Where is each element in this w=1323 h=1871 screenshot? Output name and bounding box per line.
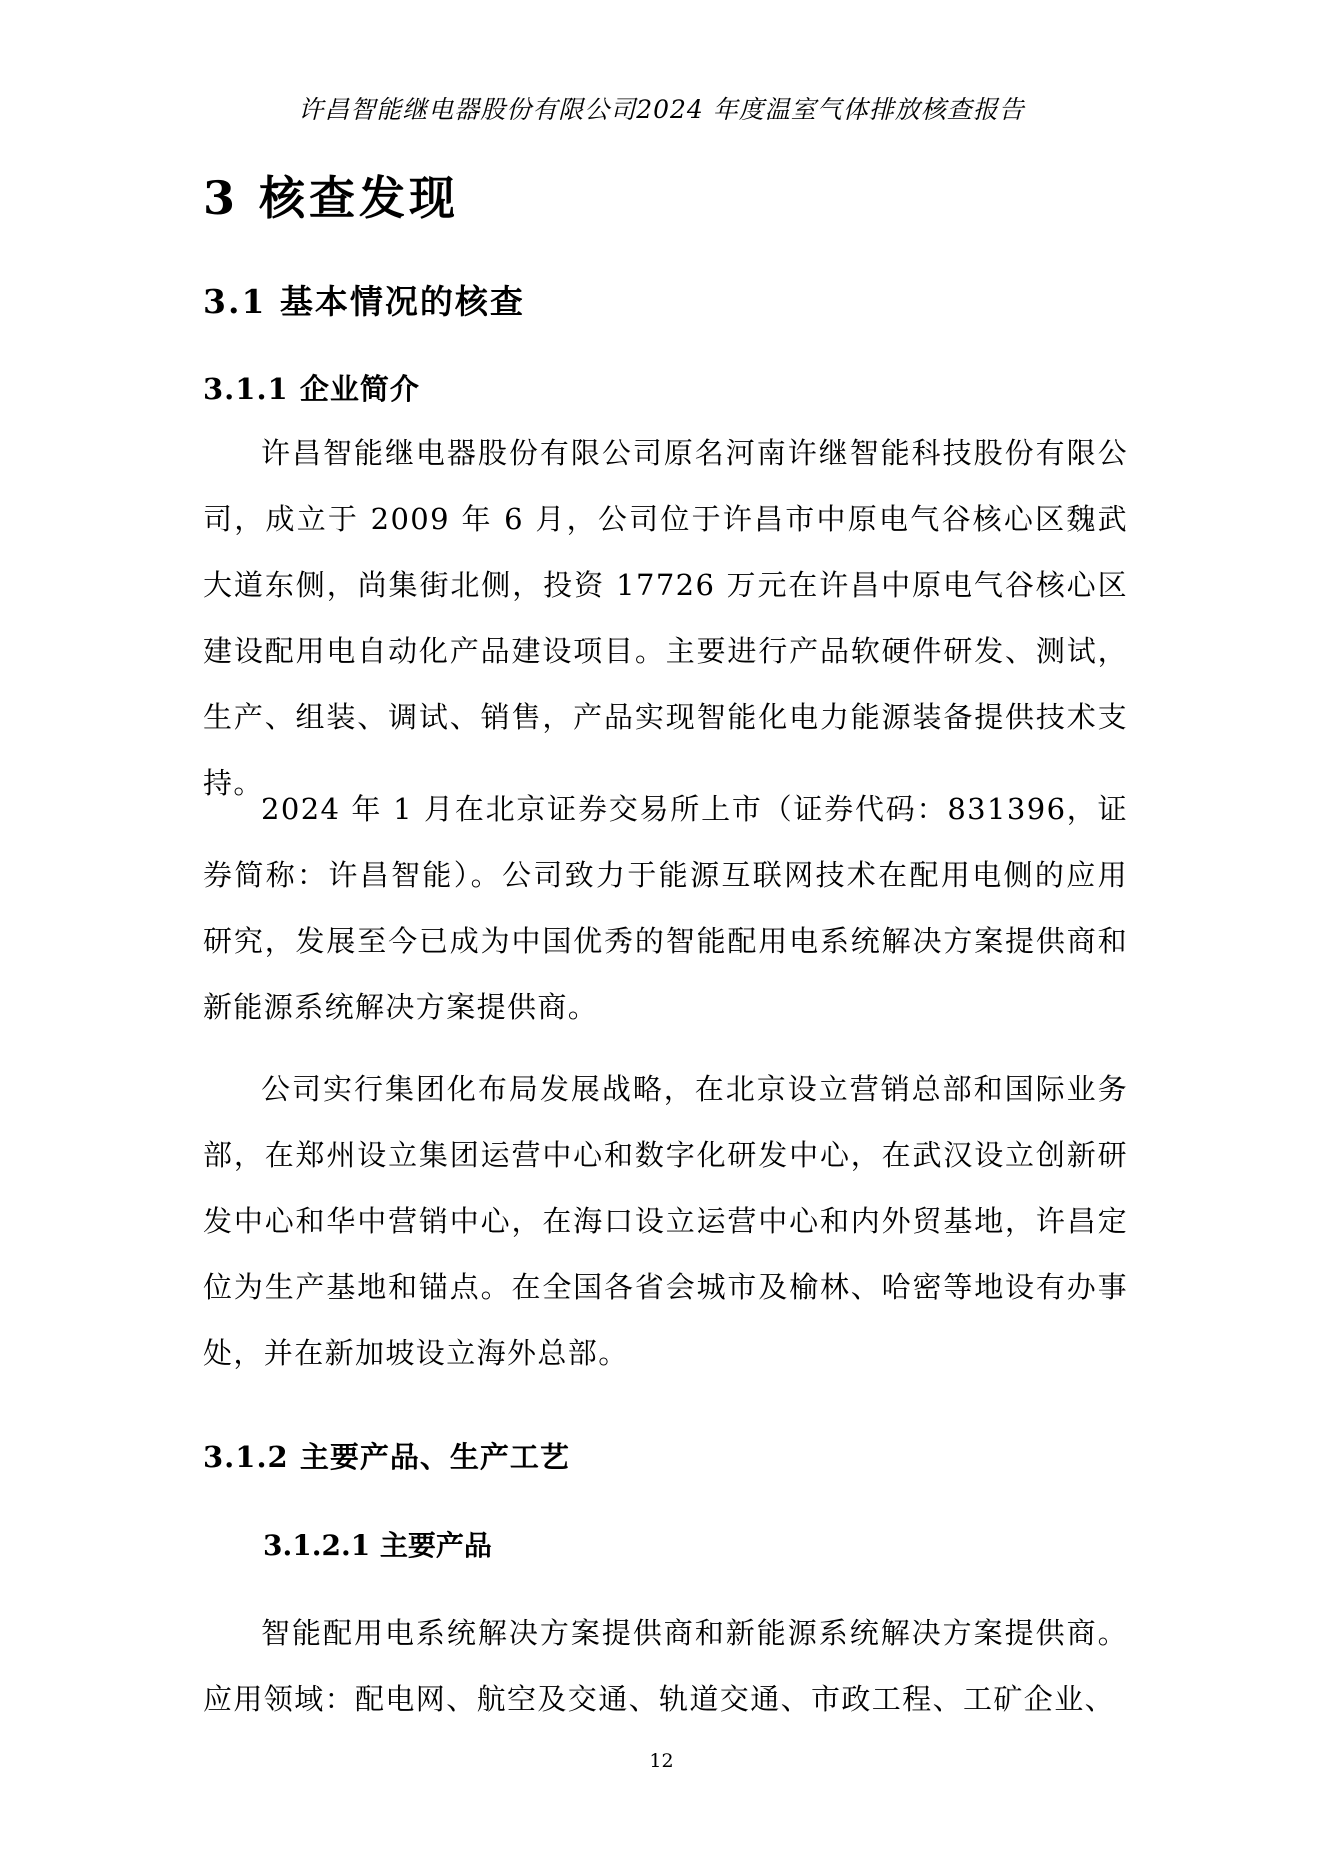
running-header: 许昌智能继电器股份有限公司2024 年度温室气体排放核查报告 (298, 95, 1025, 124)
paragraph-company-history: 许昌智能继电器股份有限公司原名河南许继智能科技股份有限公司，成立于 2009 年 6 月，公司位于许昌市中原电气谷核心区魏武大道东侧，尚集街北侧，投资 17726 万元在许昌中原电气谷核心区建设配用电自动化产品建设项目。主要进行产品软硬件研发、测试，生产、组装、调试、销售，产品实现智能化电力能源装备提供技术支持。 (203, 436, 1128, 800)
section-heading: 3.1 基本情况的核查 (203, 282, 525, 321)
chapter-heading: 3 核查发现 (203, 171, 460, 225)
paragraph-group-strategy: 公司实行集团化布局发展战略，在北京设立营销总部和国际业务部，在郑州设立集团运营中心和数字化研发中心，在武汉设立创新研发中心和华中营销中心，在海口设立运营中心和内外贸基地，许昌定位为生产基地和锚点。在全国各省会城市及榆林、哈密等地设有办事处，并在新加坡设立海外总部。 (203, 1072, 1128, 1370)
page-number: 12 (649, 1750, 674, 1772)
subsection-heading-products: 3.1.2 主要产品、生产工艺 (203, 1440, 570, 1474)
subsection-heading-company-profile: 3.1.1 企业简介 (203, 372, 420, 406)
subsubsection-heading-main-products: 3.1.2.1 主要产品 (263, 1529, 492, 1562)
paragraph-main-products: 智能配用电系统解决方案提供商和新能源系统解决方案提供商。应用领域：配电网、航空及交通、轨道交通、市政工程、工矿企业、 (203, 1616, 1128, 1716)
paragraph-listing: 2024 年 1 月在北京证券交易所上市（证券代码：831396，证券简称：许昌智能）。公司致力于能源互联网技术在配用电侧的应用研究，发展至今已成为中国优秀的智能配用电系统解决方案提供商和新能源系统解决方案提供商。 (203, 792, 1128, 1024)
